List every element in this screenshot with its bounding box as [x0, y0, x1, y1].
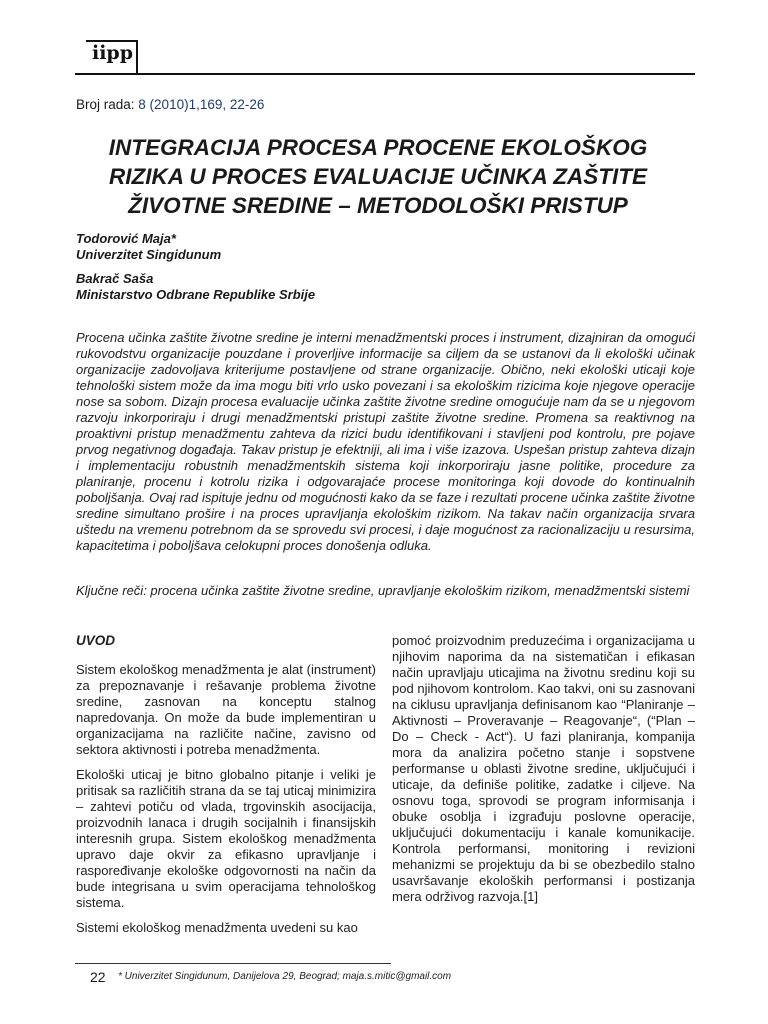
paper-number-label: Broj rada: — [76, 97, 135, 112]
body-paragraph: pomoć proizvodnim preduzećima i organizacijama u njihovim naporima da na sistematičan i efikasan način upravljaju uticajima na životnu sredinu koji su pod njihovom kontrolom. Kao takvi, oni su zasnovani na ciklusu upravljanja definisanom kao “Planiranje – Aktivnosti – Proveravanje – Reagovanje“, (“Plan – Do – Check - Act“). U fazi planiranja, kompanija mora da analizira početno stanje i sopstvene performanse u oblasti životne sredine, uključujući i uticaje, da definiše politike, zadatke i ciljeve. Na osnovu toga, sprovodi se program informisanja i obuke osoblja i izgrađuju poslovne operacije, uključujući dokumentaciju i kanale komunikacije. Kontrola performansi, monitoring i revizioni mehanizmi se projektuju da bi se obezbedilo stalno usavršavanje ekoloških performansi i postizanja mera održivog razvoja.[1] — [392, 633, 695, 904]
abstract: Procena učinka zaštite životne sredine je interni menadžmentski proces i instrument, dizajniran da omogući rukovodstvu organizacije pouzdane i proverljive informacije sa ciljem da se ustanovi da li ekološki učinak organizacije zadovoljava kriterijume postavljene od strane organizacije. Obično, neki ekološki uticaji koje tehnološki sistem može da ima mogu biti vrlo usko povezani i sa ekološkim rizicima koje njegove operacije nose sa sobom. Dizajn procesa evaluacije učinka zaštite životne sredine omogućuje nam da se u njegovom razvoju inkorporiraju i drugi menadžmentski pristupi zaštite životne sredine. Promena sa reaktivnog na proaktivni pristup menadžmentu zahteva da rizici budu identifikovani i stavljeni pod kontrolu, pre pojave prvog negativnog događaja. Takav pristup je efektniji, ali ima i više izazova. Uspešan pristup zahteva dizajn i implementaciju robustnih menadžmentskih sistema koji inkorporiraju jasne politike, procedure za planiranje, procenu i kotrolu rizika i odgovarajaće procese monitoringa koji dovode do kontinualnih poboljšanja. Ovaj rad ispituje jednu od mogućnosti kako da se faze i rezultati procene učinka zaštite životne sredine simultano proširе i na proces upravljanja ekološkim rizikom. Na takav način organizacija srvara uštedu na vremenu potrebnom da se sprovedu svi procesi, i daje mogućnost za racionalizaciju u resursima, kapacitetima i poboljšava celokupni proces donošenja odluka. — [76, 330, 695, 553]
author-name: Todorović Maja* — [76, 231, 176, 246]
left-column — [76, 633, 376, 945]
paper-number — [76, 97, 264, 112]
title-line: INTEGRACIJA PROCESA PROCENE EKOLOŠKOG — [108, 135, 648, 160]
author-block — [76, 231, 315, 303]
journal-logo — [86, 40, 142, 76]
body-paragraph: Sistemi ekološkog menadžmenta uvedeni su kao — [76, 920, 358, 935]
author-name: Bakrač Saša — [76, 271, 154, 286]
section-heading: UVOD — [76, 633, 116, 648]
title-line: ŽIVOTNE SREDINE – METODOLOŠKI PRISTUP — [128, 193, 628, 218]
title-line: RIZIKA U PROCES EVALUACIJE UČINKA ZAŠTITE — [109, 164, 647, 189]
right-column — [392, 633, 695, 905]
footnote-rule — [75, 963, 391, 964]
page-number: 22 — [90, 969, 106, 985]
footnote: * Univerzitet Singidunum, Danijelova 29, Beograd; maja.s.mitic@gmail.com — [118, 971, 452, 982]
logo-text: iipp — [92, 42, 134, 64]
body-paragraph: Ekološki uticaj je bitno globalno pitanje i veliki je pritisak sa različitih strana da se taj uticaj minimizira – zahtevi potiču od vlada, trgovinskih asocijacija, proizvodnih lanaca i drugih socijalnih i finansijskih interesnih grupa. Sistem ekološkog menadžmenta upravo daje okvir za efikasno upravljanje i raspoređivanje ekološke odgovornosti na način da bude integrisana u svim operacijama tehnološkog sistema. — [76, 767, 376, 910]
author-affiliation: Univerzitet Singidunum — [76, 247, 222, 262]
header-rule — [75, 73, 695, 75]
paper-number-value: 8 (2010)1,169, 22-26 — [138, 97, 265, 112]
body-paragraph: Sistem ekološkog menadžmenta je alat (instrument) za prepoznavanje i rešavanje problema životne sredine, zasnovan na konceptu stalnog napredovanja. On može da bude implementiran u organizacijama na različite načine, zavisno od sektora aktivnosti i potreba menadžmenta. — [76, 662, 376, 757]
keywords: Ključne reči: procena učinka zaštite životne sredine, upravljanje ekološkim rizikom, menadžmentski sistemi — [76, 583, 690, 598]
paper-title — [60, 133, 696, 220]
author-affiliation: Ministarstvo Odbrane Republike Srbije — [76, 287, 316, 302]
